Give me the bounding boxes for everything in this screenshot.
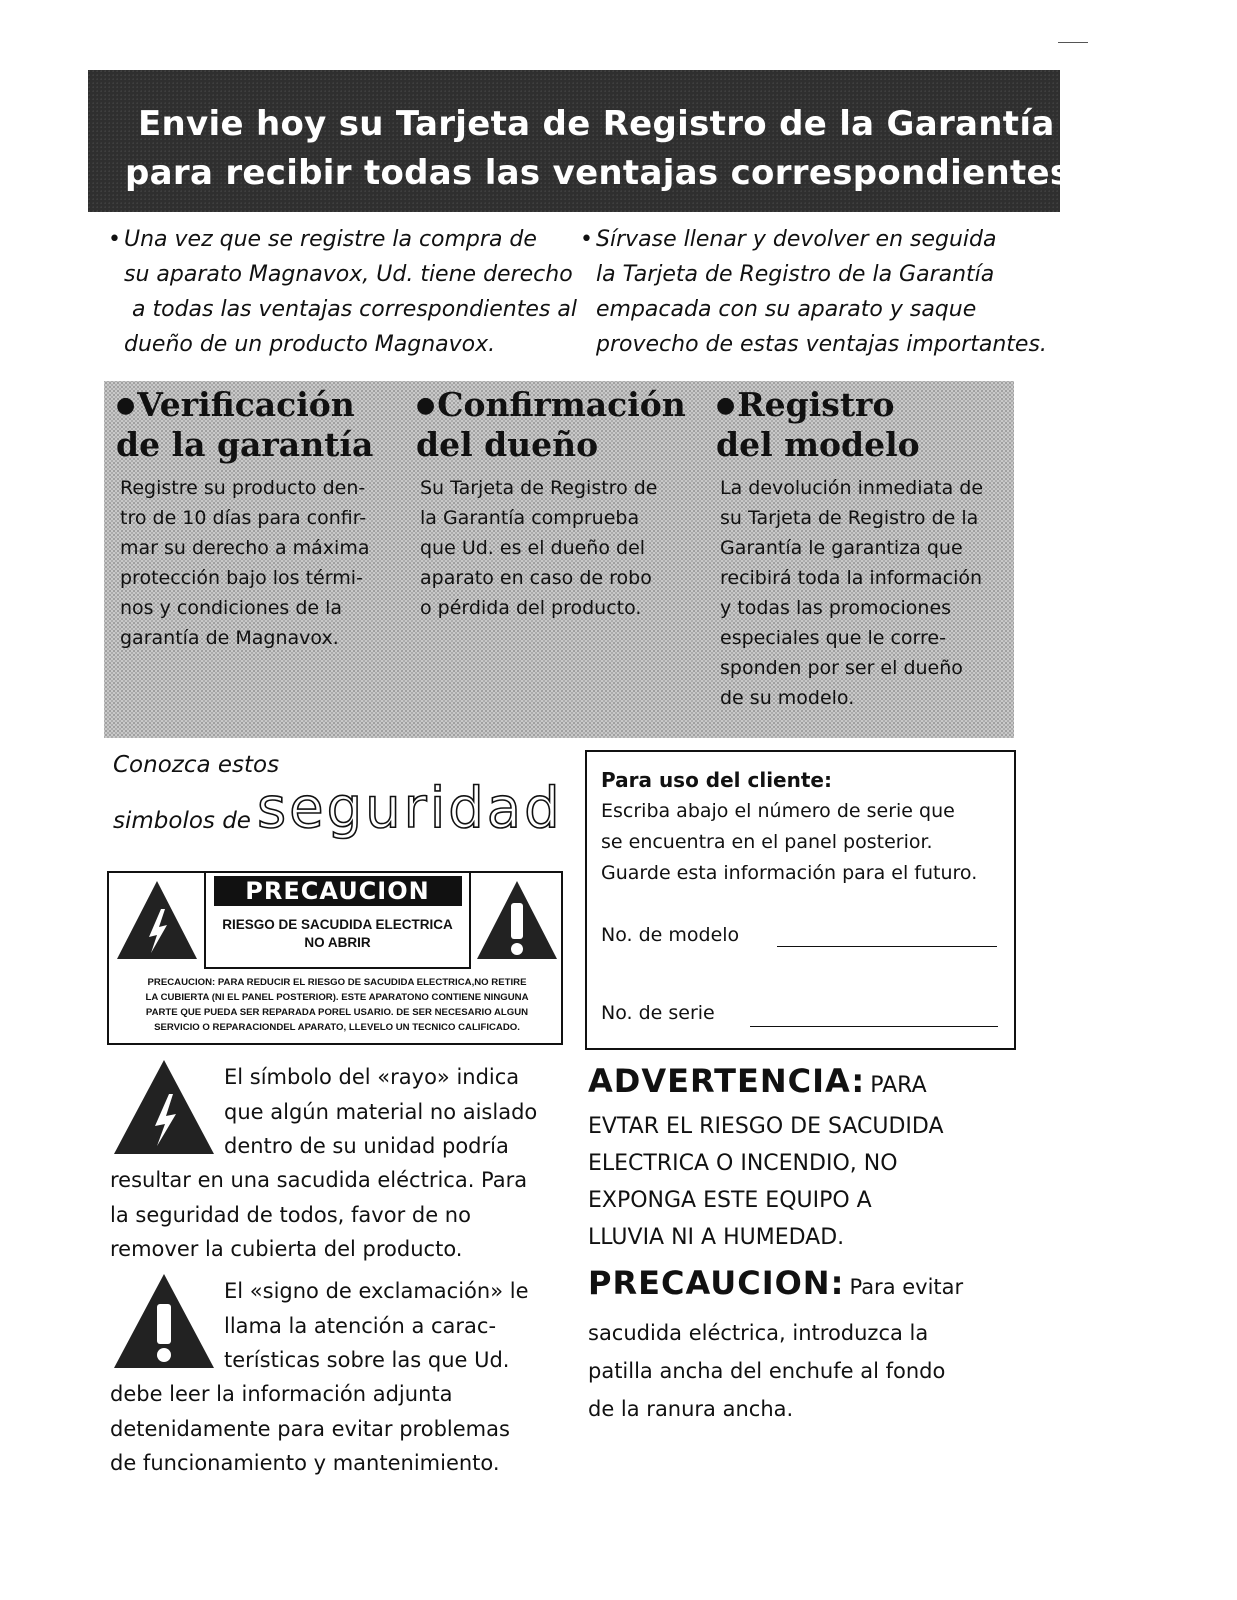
intro-right-line: provecho de estas ventajas importantes. [596, 332, 1047, 357]
intro-right-line: la Tarjeta de Registro de la Garantía [596, 262, 995, 287]
model-number-label: No. de modelo [601, 924, 740, 946]
customer-box-text: Guarde esta información para el futuro. [601, 862, 978, 884]
caution-subtitle: NO ABRIR [304, 935, 371, 950]
banner-line-2: para recibir todas las ventajas correspondientes. [125, 153, 1084, 193]
safety-word: seguridad [257, 776, 563, 841]
feature-text: que Ud. es el dueño del [420, 537, 646, 559]
caution-label [107, 871, 563, 1045]
banner-line-1: Envie hoy su Tarjeta de Registro de la Garantía [138, 104, 1055, 144]
warning-heading-row [588, 1062, 927, 1100]
precaution-text: Para evitar [849, 1275, 964, 1299]
feature-text: mar su derecho a máxima [120, 537, 370, 559]
caution-subtitle: RIESGO DE SACUDIDA ELECTRICA [222, 917, 453, 932]
feature-text: de su modelo. [720, 687, 855, 709]
paragraph-line: que algún material no aislado [224, 1099, 538, 1124]
bullet-icon: ● [716, 392, 736, 418]
precaution-text: patilla ancha del enchufe al fondo [588, 1359, 946, 1383]
paragraph-line: terísticas sobre las que Ud. [224, 1348, 510, 1372]
serial-number-label: No. de serie [601, 1002, 715, 1024]
fine-print-line: LA CUBIERTA (NI EL PANEL POSTERIOR). ESTE APARATONO CONTIENE NINGUNA [145, 992, 529, 1003]
customer-box-text: Escriba abajo el número de serie que [601, 800, 955, 822]
bullet-icon: • [580, 227, 593, 252]
caution-header [204, 873, 471, 969]
feature-title: ●Registro [716, 385, 895, 424]
warning-text: EVTAR EL RIESGO DE SACUDIDA [588, 1114, 944, 1139]
warning-text: ELECTRICA O INCENDIO, NO [588, 1151, 898, 1176]
paragraph-line: detenidamente para evitar problemas [110, 1416, 510, 1441]
warning-text: EXPONGA ESTE EQUIPO A [588, 1188, 872, 1213]
paragraph-line: la seguridad de todos, favor de no [110, 1202, 471, 1227]
intro-left-line: a todas las ventajas correspondientes al [132, 297, 577, 322]
feature-title: ●Verificación [116, 385, 355, 424]
feature-model-registration [716, 381, 983, 713]
precaution-heading-row [588, 1264, 963, 1302]
caution-title: PRECAUCION [214, 876, 462, 906]
header-banner [88, 70, 1084, 212]
feature-text: nos y condiciones de la [120, 597, 343, 619]
feature-text: protección bajo los térmi- [120, 567, 363, 589]
lightning-paragraph-top [224, 1060, 537, 1164]
exclamation-warning-icon [475, 879, 559, 961]
precaution-body [588, 1314, 945, 1428]
feature-text: Garantía le garantiza que [720, 537, 963, 559]
exclamation-paragraph-bottom [110, 1377, 510, 1481]
intro-left [108, 222, 577, 362]
feature-text: especiales que le corre- [720, 627, 946, 649]
paragraph-line: de funcionamiento y mantenimiento. [110, 1451, 500, 1475]
feature-subtitle: de la garantía [116, 425, 374, 464]
paragraph-line: debe leer la información adjunta [110, 1382, 453, 1406]
intro-left-line: dueño de un producto Magnavox. [124, 332, 496, 357]
feature-text: o pérdida del producto. [420, 597, 642, 619]
customer-info-box [585, 750, 1016, 1050]
exclamation-symbol-icon [112, 1272, 216, 1370]
paragraph-line: remover la cubierta del producto. [110, 1237, 463, 1261]
fine-print-line: PRECAUCION: PARA REDUCIR EL RIESGO DE SACUDIDA ELECTRICA,NO RETIRE [147, 977, 527, 988]
feature-text: su Tarjeta de Registro de la [720, 507, 979, 529]
feature-title: ●Confirmación [416, 385, 686, 424]
lightning-symbol-icon [112, 1058, 216, 1156]
feature-subtitle: del modelo [716, 425, 920, 464]
feature-text: aparato en caso de robo [420, 567, 652, 589]
caution-fine-print [117, 975, 557, 1035]
feature-text: la Garantía comprueba [420, 507, 640, 529]
warning-heading: ADVERTENCIA: [588, 1062, 866, 1100]
feature-text: garantía de Magnavox. [120, 627, 339, 649]
features-panel [104, 381, 1014, 738]
symbols-heading-line-2: simbolos de [113, 808, 251, 834]
customer-box-title: Para uso del cliente: [601, 768, 832, 792]
corner-mark [1058, 42, 1088, 43]
precaution-text: sacudida eléctrica, introduzca la [588, 1321, 929, 1345]
warning-text: PARA [870, 1073, 927, 1098]
warning-body [588, 1108, 944, 1256]
intro-right [580, 222, 1047, 362]
paragraph-line: llama la atención a carac- [224, 1313, 497, 1338]
bullet-icon: • [108, 227, 121, 252]
feature-text: Su Tarjeta de Registro de [420, 477, 658, 499]
feature-warranty-verification [116, 381, 373, 653]
customer-box-text: se encuentra en el panel posterior. [601, 831, 933, 853]
feature-text: recibirá toda la información [720, 567, 983, 589]
intro-left-line: Una vez que se registre la compra de [124, 227, 537, 252]
feature-subtitle: del dueño [416, 425, 599, 464]
intro-right-line: empacada con su aparato y saque [596, 297, 977, 322]
exclamation-paragraph-top [224, 1274, 529, 1378]
model-number-field[interactable] [777, 946, 997, 947]
feature-text: La devolución inmediata de [720, 477, 984, 499]
intro-left-line: su aparato Magnavox, Ud. tiene derecho [124, 262, 573, 287]
lightning-warning-icon [115, 879, 199, 961]
precaution-heading: PRECAUCION: [588, 1264, 845, 1302]
feature-text: Registre su producto den- [120, 477, 366, 499]
lightning-paragraph-bottom [110, 1163, 527, 1267]
paragraph-line: resultar en una sacudida eléctrica. Para [110, 1168, 528, 1192]
paragraph-line: El «signo de exclamación» le [224, 1279, 529, 1303]
feature-text: tro de 10 días para confir- [120, 507, 367, 529]
fine-print-line: SERVICIO O REPARACIONDEL APARATO, LLEVELO UN TECNICO CALIFICADO. [154, 1022, 520, 1033]
paragraph-line: El símbolo del «rayo» indica [224, 1065, 520, 1089]
feature-owner-confirmation [416, 381, 686, 623]
paragraph-line: dentro de su unidad podría [224, 1134, 509, 1158]
feature-text: y todas las promociones [720, 597, 952, 619]
bullet-icon: ● [116, 392, 136, 418]
feature-text: sponden por ser el dueño [720, 657, 963, 679]
intro-right-line: Sírvase llenar y devolver en seguida [596, 227, 997, 252]
warning-text: LLUVIA NI A HUMEDAD. [588, 1225, 845, 1250]
bullet-icon: ● [416, 392, 436, 418]
precaution-text: de la ranura ancha. [588, 1397, 794, 1421]
fine-print-line: PARTE QUE PUEDA SER REPARADA POREL USARIO. DE SER NECESARIO ALGUN [145, 1007, 529, 1018]
symbols-heading-line-1: Conozca estos [113, 752, 280, 778]
serial-number-field[interactable] [750, 1026, 998, 1027]
